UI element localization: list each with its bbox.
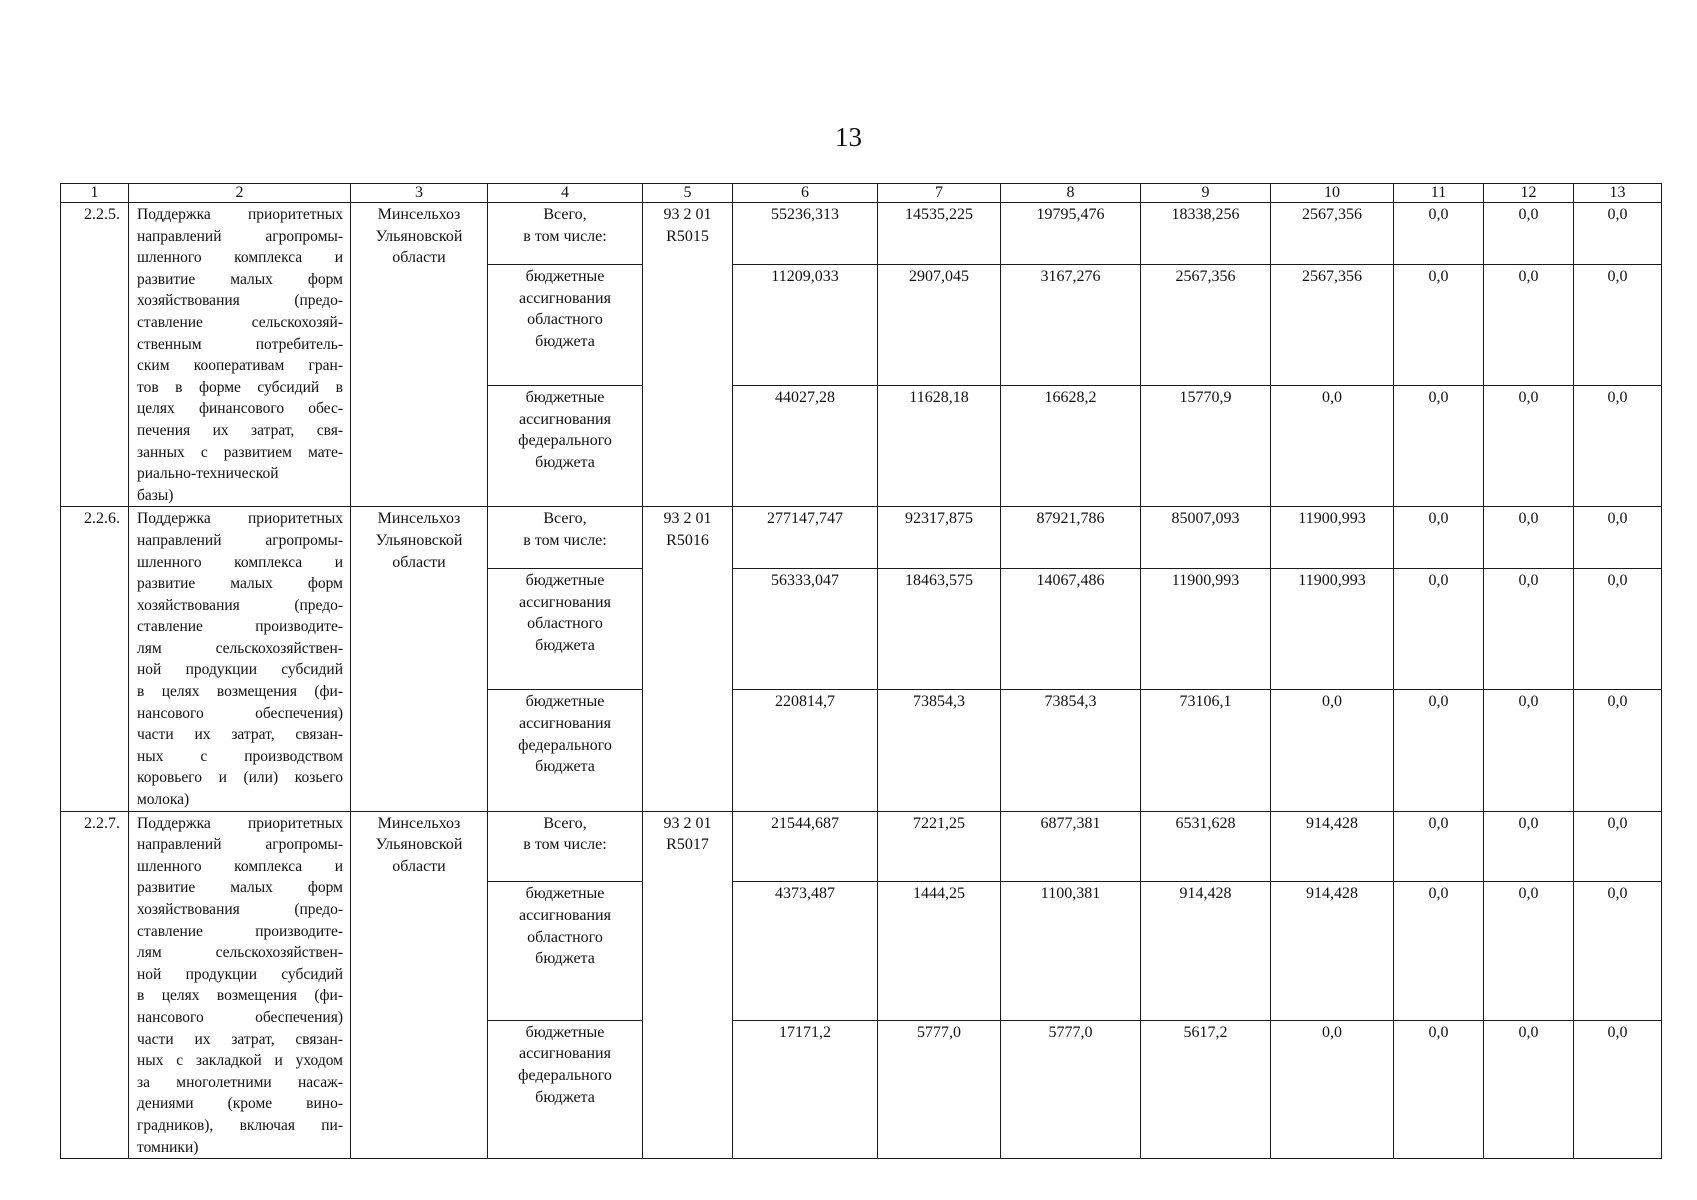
- funding-source-cell: [488, 690, 643, 811]
- amount-cell: 914,428: [1141, 882, 1271, 1020]
- column-number: 7: [878, 184, 1001, 203]
- budget-code-cell: [643, 507, 733, 811]
- amount-cell: 18338,256: [1141, 203, 1271, 265]
- amount-cell: 14067,486: [1001, 569, 1141, 690]
- column-number: 3: [351, 184, 488, 203]
- funding-source-cell: [488, 386, 643, 507]
- amount-cell: 0,0: [1574, 882, 1662, 1020]
- description-line: лям сельскохозяйствен-: [137, 639, 343, 657]
- funding-source-line: областного: [527, 311, 603, 329]
- funding-source-line: бюджетные: [525, 1023, 605, 1041]
- amount-cell: 0,0: [1394, 811, 1484, 882]
- amount-cell: 1100,381: [1001, 882, 1141, 1020]
- amount-cell: 19795,476: [1001, 203, 1141, 265]
- amount-cell: 0,0: [1484, 811, 1574, 882]
- item-description: [129, 203, 351, 507]
- budget-code-line: R5015: [666, 227, 709, 245]
- funding-source-line: бюджета: [535, 950, 595, 968]
- amount-cell: 0,0: [1484, 264, 1574, 385]
- budget-code-line: 93 2 01: [663, 206, 712, 223]
- amount-cell: 0,0: [1484, 882, 1574, 1020]
- funding-source-line: бюджета: [535, 758, 595, 776]
- amount-cell: 56333,047: [733, 569, 878, 690]
- amount-cell: 21544,687: [733, 811, 878, 882]
- description-line: направлений агропромы-: [137, 227, 343, 245]
- amount-cell: 0,0: [1271, 1020, 1394, 1158]
- funding-source-line: федерального: [518, 432, 612, 450]
- description-line: дениями (кроме вино-: [137, 1095, 343, 1113]
- funding-source-line: бюджета: [535, 453, 595, 471]
- funding-source-line: Всего,: [543, 510, 587, 528]
- funding-source-line: ассигнования: [519, 289, 611, 307]
- amount-cell: 0,0: [1394, 1020, 1484, 1158]
- amount-cell: 0,0: [1271, 690, 1394, 811]
- column-number: 6: [733, 184, 878, 203]
- executor-line: Минсельхоз: [377, 206, 461, 223]
- funding-source-cell: [488, 1020, 643, 1158]
- amount-cell: 18463,575: [878, 569, 1001, 690]
- table-row: [61, 811, 1662, 882]
- description-line: направлений агропромы-: [137, 836, 343, 854]
- funding-source-line: бюджетные: [525, 389, 605, 407]
- amount-cell: 11900,993: [1271, 507, 1394, 569]
- funding-source-cell: [488, 264, 643, 385]
- amount-cell: 11900,993: [1141, 569, 1271, 690]
- amount-cell: 0,0: [1484, 386, 1574, 507]
- description-line: шленного комплекса и: [137, 857, 343, 875]
- executor-cell: [351, 203, 488, 507]
- funding-source-cell: [488, 882, 643, 1020]
- description-line: развитие малых форм: [137, 879, 343, 897]
- amount-cell: 85007,093: [1141, 507, 1271, 569]
- amount-cell: 55236,313: [733, 203, 878, 265]
- description-line: целях финансового обес-: [137, 400, 343, 418]
- amount-cell: 1444,25: [878, 882, 1001, 1020]
- executor-line: Минсельхоз: [377, 510, 461, 528]
- description-line: хозяйствования (предо-: [137, 901, 343, 918]
- description-line: Поддержка приоритетных: [137, 814, 343, 832]
- amount-cell: 2567,356: [1271, 264, 1394, 385]
- table-row: [61, 507, 1662, 569]
- funding-source-line: ассигнования: [519, 715, 611, 733]
- funding-source-line: ассигнования: [519, 410, 611, 428]
- funding-source-cell: [488, 507, 643, 569]
- description-line: молока): [137, 791, 190, 809]
- item-description: [129, 507, 351, 811]
- amount-cell: 0,0: [1574, 1020, 1662, 1158]
- description-line: томники): [137, 1138, 199, 1156]
- description-line: ственным потребитель-: [137, 335, 343, 353]
- amount-cell: 0,0: [1271, 386, 1394, 507]
- funding-source-line: в том числе:: [523, 531, 607, 549]
- description-line: хозяйствования (предо-: [137, 292, 343, 310]
- amount-cell: 3167,276: [1001, 264, 1141, 385]
- amount-cell: 4373,487: [733, 882, 878, 1020]
- amount-cell: 6531,628: [1141, 811, 1271, 882]
- column-number: 11: [1394, 184, 1484, 203]
- amount-cell: 73854,3: [878, 690, 1001, 811]
- funding-source-line: бюджетные: [525, 572, 605, 590]
- description-line: шленного комплекса и: [137, 249, 343, 267]
- executor-cell: [351, 811, 488, 1159]
- amount-cell: 0,0: [1394, 507, 1484, 569]
- funding-source-line: в том числе:: [523, 227, 607, 245]
- amount-cell: 11628,18: [878, 386, 1001, 507]
- amount-cell: 17171,2: [733, 1020, 878, 1158]
- description-line: лям сельскохозяйствен-: [137, 944, 343, 962]
- amount-cell: 2907,045: [878, 264, 1001, 385]
- description-line: ной продукции субсидий: [137, 965, 343, 983]
- column-number-row: [61, 184, 1662, 203]
- amount-cell: 0,0: [1484, 203, 1574, 265]
- description-line: ским кооперативам гран-: [137, 357, 343, 375]
- column-number: 5: [643, 184, 733, 203]
- description-line: ных с производством: [137, 747, 343, 765]
- funding-source-line: бюджета: [535, 637, 595, 655]
- amount-cell: 92317,875: [878, 507, 1001, 569]
- description-line: нансового обеспечения): [137, 704, 343, 722]
- column-number: 13: [1574, 184, 1662, 203]
- amount-cell: 2567,356: [1271, 203, 1394, 265]
- column-number: 12: [1484, 184, 1574, 203]
- executor-line: области: [392, 857, 446, 875]
- funding-source-line: федерального: [518, 736, 612, 754]
- executor-line: Минсельхоз: [377, 814, 461, 832]
- item-number: 2.2.6.: [61, 507, 129, 811]
- amount-cell: 0,0: [1484, 690, 1574, 811]
- amount-cell: 0,0: [1394, 203, 1484, 265]
- amount-cell: 0,0: [1484, 507, 1574, 569]
- amount-cell: 15770,9: [1141, 386, 1271, 507]
- budget-code-line: R5017: [666, 836, 709, 854]
- description-line: хозяйствования (предо-: [137, 596, 343, 614]
- description-line: Поддержка приоритетных: [137, 510, 343, 528]
- executor-line: Ульяновской: [375, 836, 463, 854]
- description-line: за многолетними насаж-: [137, 1073, 343, 1091]
- description-line: части их затрат, связан-: [137, 1030, 343, 1048]
- description-line: в целях возмещения (фи-: [137, 683, 343, 701]
- funding-source-line: бюджетные: [525, 885, 605, 903]
- description-line: ставление сельскохозяй-: [137, 313, 343, 331]
- description-line: нансового обеспечения): [137, 1008, 343, 1026]
- funding-source-line: Всего,: [543, 814, 587, 832]
- amount-cell: 0,0: [1394, 882, 1484, 1020]
- amount-cell: 914,428: [1271, 882, 1394, 1020]
- funding-source-line: федерального: [518, 1066, 612, 1084]
- item-description: [129, 811, 351, 1159]
- amount-cell: 2567,356: [1141, 264, 1271, 385]
- funding-source-line: ассигнования: [519, 906, 611, 924]
- table-body: [61, 184, 1662, 1159]
- amount-cell: 14535,225: [878, 203, 1001, 265]
- description-line: риально-технической: [137, 465, 279, 483]
- item-number: 2.2.7.: [61, 811, 129, 1159]
- item-number: 2.2.5.: [61, 203, 129, 507]
- page-number: 13: [835, 122, 862, 152]
- funding-source-line: областного: [527, 615, 603, 633]
- funding-source-cell: [488, 811, 643, 882]
- amount-cell: 0,0: [1574, 690, 1662, 811]
- amount-cell: 11900,993: [1271, 569, 1394, 690]
- funding-source-line: бюджетные: [525, 693, 605, 711]
- amount-cell: 0,0: [1574, 507, 1662, 569]
- amount-cell: 0,0: [1394, 264, 1484, 385]
- amount-cell: 0,0: [1394, 386, 1484, 507]
- amount-cell: 0,0: [1394, 569, 1484, 690]
- amount-cell: 277147,747: [733, 507, 878, 569]
- amount-cell: 73854,3: [1001, 690, 1141, 811]
- amount-cell: 914,428: [1271, 811, 1394, 882]
- amount-cell: 5777,0: [1001, 1020, 1141, 1158]
- amount-cell: 7221,25: [878, 811, 1001, 882]
- description-line: печения их затрат, свя-: [137, 421, 343, 439]
- funding-source-line: бюджета: [535, 332, 595, 350]
- column-number: 8: [1001, 184, 1141, 203]
- table-row: [61, 203, 1662, 265]
- amount-cell: 220814,7: [733, 690, 878, 811]
- funding-source-cell: [488, 569, 643, 690]
- executor-line: области: [392, 249, 446, 267]
- description-line: ных с закладкой и уходом: [137, 1052, 343, 1070]
- amount-cell: 0,0: [1574, 386, 1662, 507]
- amount-cell: 5617,2: [1141, 1020, 1271, 1158]
- description-line: базы): [137, 486, 174, 504]
- financing-table: [60, 183, 1662, 1159]
- budget-code-cell: [643, 203, 733, 507]
- amount-cell: 44027,28: [733, 386, 878, 507]
- amount-cell: 73106,1: [1141, 690, 1271, 811]
- amount-cell: 0,0: [1574, 264, 1662, 385]
- amount-cell: 0,0: [1574, 811, 1662, 882]
- description-line: тов в форме субсидий в: [137, 378, 343, 396]
- description-line: ставление производите-: [137, 922, 343, 940]
- description-line: направлений агропромы-: [137, 531, 343, 549]
- amount-cell: 0,0: [1574, 569, 1662, 690]
- budget-code-line: R5016: [666, 531, 709, 549]
- funding-source-line: бюджета: [535, 1088, 595, 1106]
- executor-line: Ульяновской: [375, 531, 463, 549]
- amount-cell: 87921,786: [1001, 507, 1141, 569]
- column-number: 9: [1141, 184, 1271, 203]
- column-number: 1: [61, 184, 129, 203]
- funding-source-line: Всего,: [543, 206, 587, 223]
- description-line: градников), включая пи-: [137, 1116, 343, 1134]
- description-line: части их затрат, связан-: [137, 726, 343, 744]
- column-number: 4: [488, 184, 643, 203]
- budget-code-line: 93 2 01: [663, 814, 712, 832]
- funding-source-cell: [488, 203, 643, 265]
- executor-cell: [351, 507, 488, 811]
- description-line: ставление производите-: [137, 618, 343, 636]
- column-number: 10: [1271, 184, 1394, 203]
- description-line: развитие малых форм: [137, 575, 343, 593]
- description-line: коровьего и (или) козьего: [137, 769, 343, 787]
- description-line: развитие малых форм: [137, 270, 343, 288]
- funding-source-line: областного: [527, 928, 603, 946]
- description-line: шленного комплекса и: [137, 553, 343, 571]
- funding-source-line: ассигнования: [519, 1045, 611, 1063]
- amount-cell: 11209,033: [733, 264, 878, 385]
- amount-cell: 5777,0: [878, 1020, 1001, 1158]
- budget-code-cell: [643, 811, 733, 1159]
- description-line: в целях возмещения (фи-: [137, 987, 343, 1005]
- description-line: ной продукции субсидий: [137, 661, 343, 679]
- budget-code-line: 93 2 01: [663, 510, 712, 528]
- description-line: занных с развитием мате-: [137, 443, 343, 461]
- amount-cell: 0,0: [1484, 1020, 1574, 1158]
- amount-cell: 16628,2: [1001, 386, 1141, 507]
- executor-line: Ульяновской: [375, 227, 463, 245]
- amount-cell: 0,0: [1394, 690, 1484, 811]
- executor-line: области: [392, 553, 446, 571]
- amount-cell: 6877,381: [1001, 811, 1141, 882]
- amount-cell: 0,0: [1574, 203, 1662, 265]
- funding-source-line: бюджетные: [525, 267, 605, 285]
- description-line: Поддержка приоритетных: [137, 206, 343, 223]
- funding-source-line: в том числе:: [523, 836, 607, 854]
- amount-cell: 0,0: [1484, 569, 1574, 690]
- funding-source-line: ассигнования: [519, 593, 611, 611]
- column-number: 2: [129, 184, 351, 203]
